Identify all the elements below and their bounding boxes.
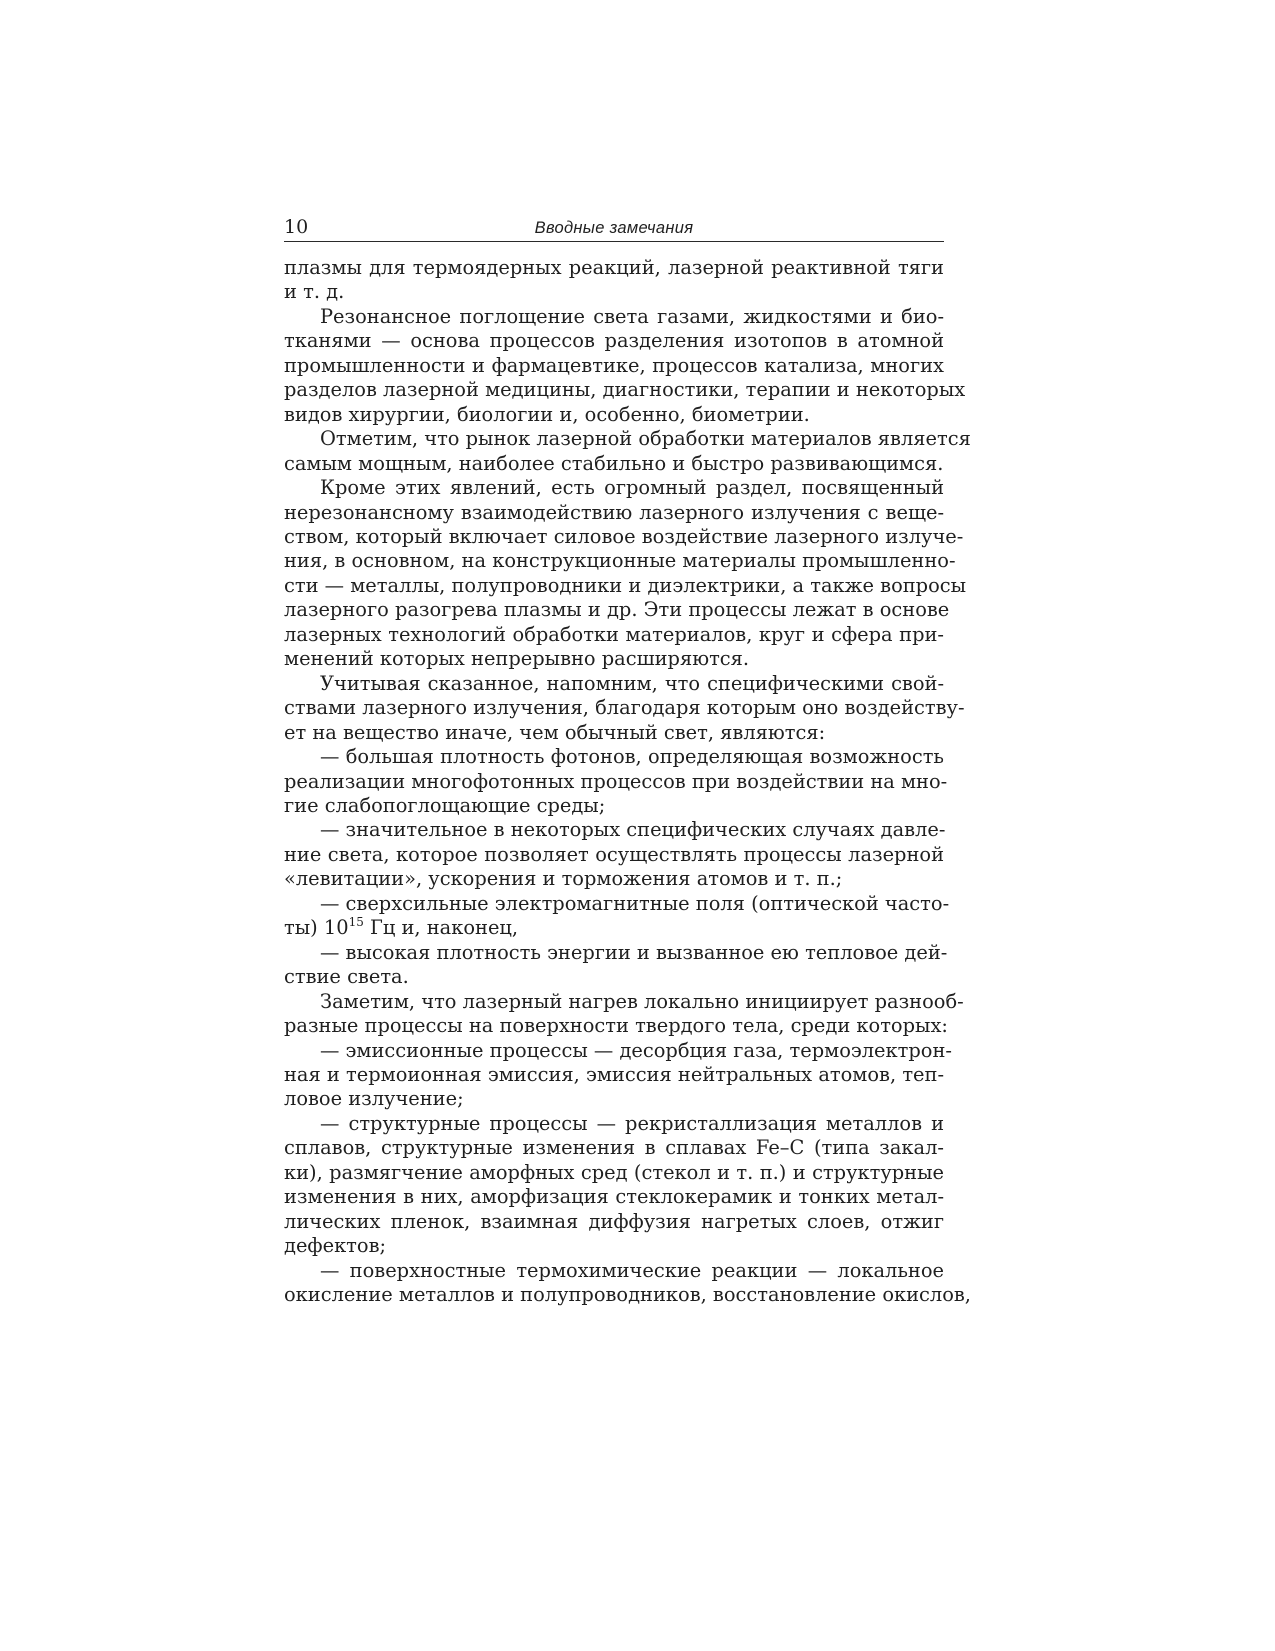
- text-line: нерезонансному взаимодействию лазерного излучения с веще-: [284, 500, 944, 524]
- text-line: окисление металлов и полупроводников, восстановление окислов,: [284, 1283, 971, 1307]
- text-line: Учитывая сказанное, напомним, что специфическими свой-: [320, 671, 944, 695]
- paragraph: [284, 476, 967, 672]
- text-line: «левитации», ускорения и торможения атомов и т. п.;: [284, 867, 843, 891]
- text-line: самым мощным, наиболее стабильно и быстро развивающимся.: [284, 451, 944, 475]
- text-line: и т. д.: [284, 280, 345, 304]
- text-line: лазерного разогрева плазмы и др. Эти процессы лежат в основе: [284, 598, 950, 622]
- text-line: разделов лазерной медицины, диагностики, терапии и некоторых: [284, 378, 966, 402]
- text-line: ки), размягчение аморфных сред (стекол и т. п.) и структурные: [284, 1160, 944, 1184]
- text-line: промышленности и фармацевтике, процессов катализа, многих: [284, 353, 944, 377]
- text-segment: ты) 10: [284, 916, 349, 940]
- text-line: разные процессы на поверхности твердого тела, среди которых:: [284, 1014, 948, 1038]
- paragraph: [284, 1038, 952, 1112]
- text-line: тканями — основа процессов разделения изотопов в атомной: [284, 329, 944, 353]
- text-line: ством, который включает силовое воздействие лазерного излуче-: [284, 524, 964, 548]
- body-text: [284, 256, 971, 1307]
- running-title: Вводные замечания: [534, 219, 694, 237]
- text-line: сплавов, структурные изменения в сплавах Fe–C (типа закал-: [284, 1136, 944, 1160]
- paragraph: [284, 940, 948, 990]
- text-line: изменения в них, аморфизация стеклокерамик и тонких метал-: [284, 1185, 944, 1209]
- paragraph: [284, 671, 965, 745]
- text-line: Кроме этих явлений, есть огромный раздел, посвященный: [320, 476, 944, 500]
- paragraph: [284, 427, 971, 476]
- page-number: 10: [284, 216, 309, 238]
- text-line: — значительное в некоторых специфических случаях давле-: [320, 818, 946, 842]
- text-line: Заметим, что лазерный нагрев локально инициирует разнооб-: [320, 989, 964, 1013]
- text-line: гие слабопоглощающие среды;: [284, 793, 606, 817]
- book-page: [284, 216, 971, 1307]
- paragraph: [284, 989, 964, 1039]
- text-line: менений которых непрерывно расширяются.: [284, 647, 750, 671]
- text-line: ловое излучение;: [284, 1087, 464, 1111]
- superscript-exponent: 15: [348, 915, 364, 930]
- paragraph: [284, 745, 948, 818]
- text-line: плазмы для термоядерных реакций, лазерной реактивной тяги: [284, 256, 944, 279]
- text-line: ная и термоионная эмиссия, эмиссия нейтральных атомов, теп-: [284, 1062, 944, 1086]
- text-line: — структурные процессы — рекристаллизация металлов и: [320, 1111, 944, 1135]
- running-header: [284, 216, 944, 242]
- paragraph: [284, 1112, 944, 1259]
- text-line: Отметим, что рынок лазерной обработки материалов является: [320, 427, 971, 451]
- text-line: сти — металлы, полупроводники и диэлектрики, а также вопросы: [284, 573, 967, 597]
- text-line: — эмиссионные процессы — десорбция газа, термоэлектрон-: [320, 1038, 952, 1062]
- paragraph: [284, 256, 944, 305]
- text-line: [284, 916, 944, 940]
- text-line: видов хирургии, биологии и, особенно, биометрии.: [284, 402, 810, 426]
- text-line: ствами лазерного излучения, благодаря которым оно воздейству-: [284, 696, 965, 720]
- text-line: ет на вещество иначе, чем обычный свет, являются:: [284, 720, 826, 744]
- text-line: дефектов;: [284, 1234, 387, 1258]
- text-segment: Гц и, наконец,: [363, 916, 519, 940]
- text-line: ствие света.: [284, 965, 409, 989]
- text-line: лазерных технологий обработки материалов, круг и сфера при-: [284, 622, 944, 646]
- paragraph: [284, 891, 950, 941]
- text-line: ния, в основном, на конструкционные материалы промышленно-: [284, 549, 956, 573]
- text-line: — большая плотность фотонов, определяющая возможность: [320, 745, 944, 769]
- paragraph: [284, 304, 966, 427]
- paragraph: [284, 818, 944, 891]
- text-line: реализации многофотонных процессов при воздействии на мно-: [284, 769, 948, 793]
- text-line: — сверхсильные электромагнитные поля (оптической часто-: [320, 891, 950, 915]
- text-line: — высокая плотность энергии и вызванное ею тепловое дей-: [320, 940, 948, 964]
- text-line: ние света, которое позволяет осуществлять процессы лазерной: [284, 842, 944, 866]
- paragraph: [284, 1258, 971, 1308]
- text-line: лических пленок, взаимная диффузия нагретых слоев, отжиг: [284, 1209, 944, 1233]
- text-line: Резонансное поглощение света газами, жидкостями и био-: [320, 304, 944, 328]
- text-line: — поверхностные термохимические реакции — локальное: [320, 1258, 944, 1282]
